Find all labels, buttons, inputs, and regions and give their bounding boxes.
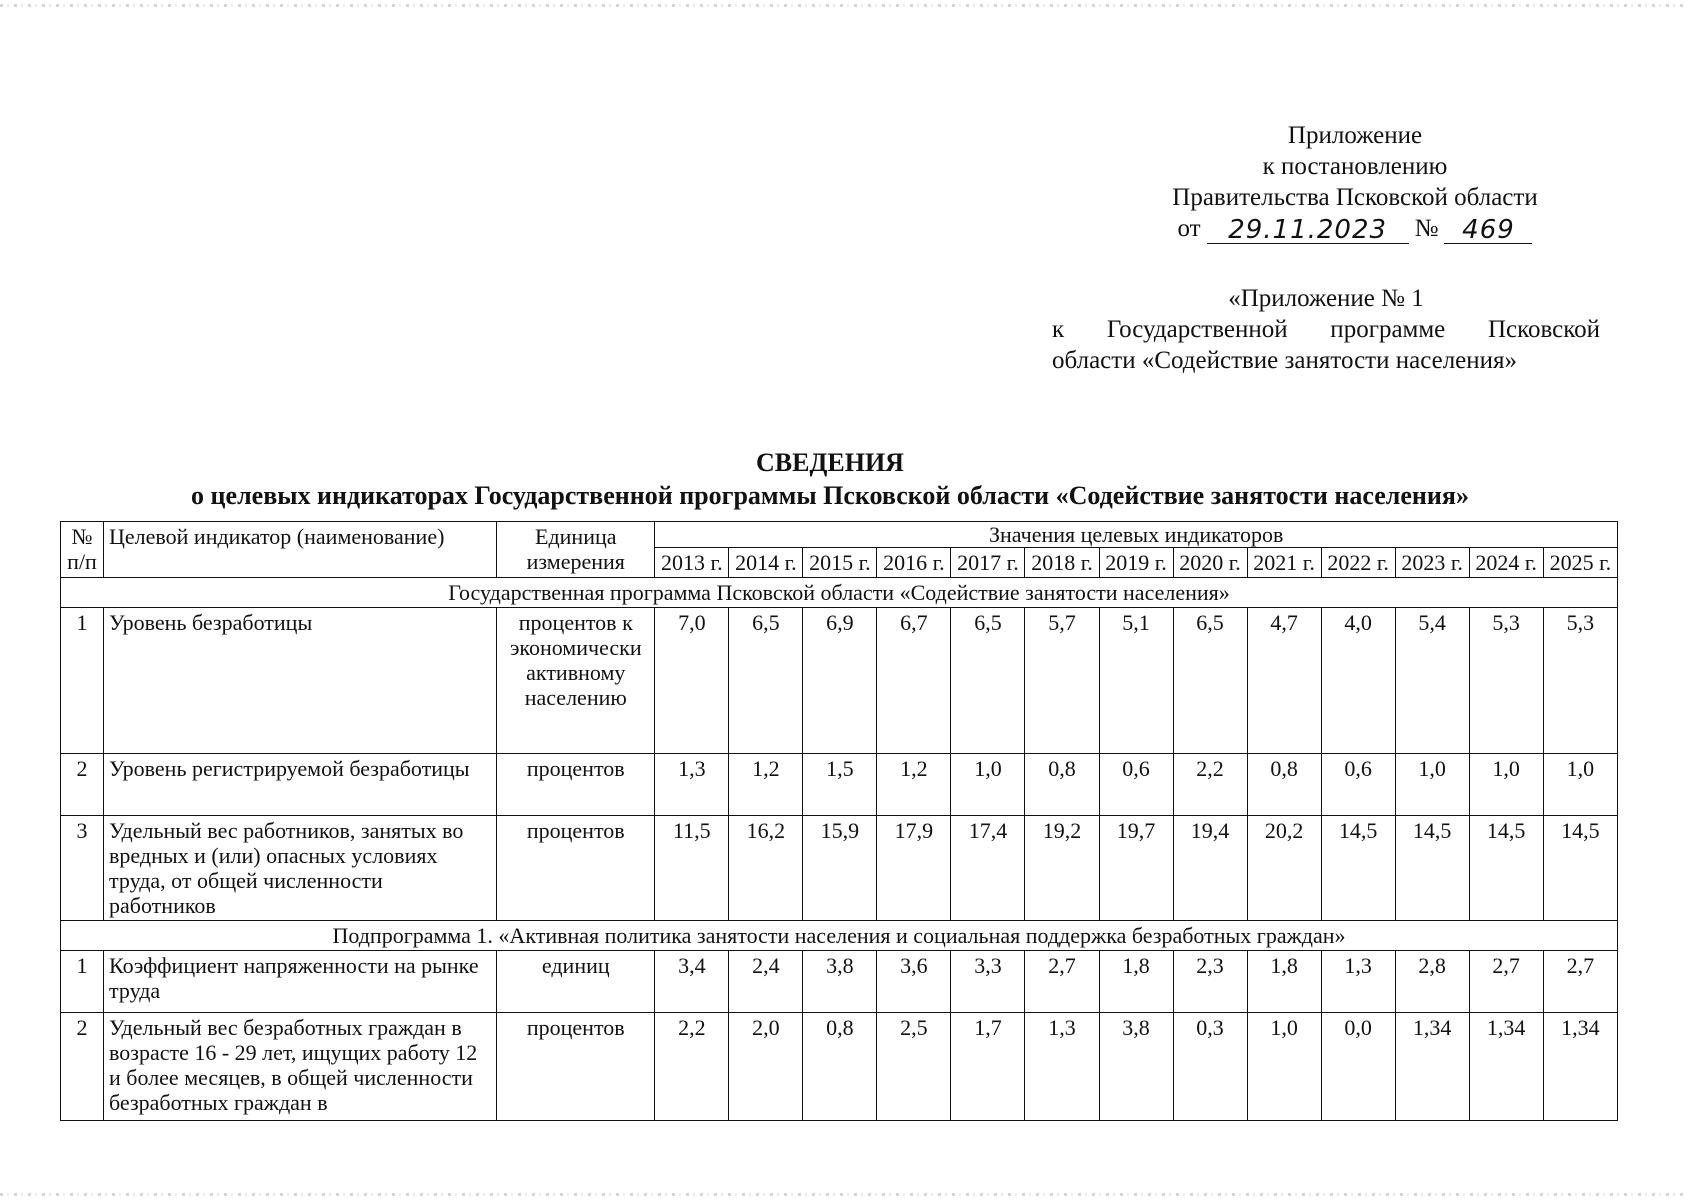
row-value: 1,0 (951, 754, 1025, 816)
row-num: 2 (61, 1013, 104, 1121)
row-value: 14,5 (1321, 816, 1395, 921)
year-header: 2015 г. (803, 548, 877, 578)
year-header: 2017 г. (951, 548, 1025, 578)
year-header: 2021 г. (1247, 548, 1321, 578)
row-value: 1,8 (1247, 951, 1321, 1013)
appendix-line-2: к постановлению (1262, 153, 1448, 180)
row-num: 1 (61, 951, 104, 1013)
row-value: 3,8 (1099, 1013, 1173, 1121)
row-value: 3,3 (951, 951, 1025, 1013)
row-value: 4,7 (1247, 608, 1321, 754)
row-value: 0,8 (803, 1013, 877, 1121)
annex-block (1052, 283, 1600, 376)
row-value: 1,34 (1469, 1013, 1543, 1121)
annex-line-1: «Приложение № 1 (1228, 285, 1424, 312)
row-value: 2,7 (1025, 951, 1099, 1013)
row-value: 3,6 (877, 951, 951, 1013)
row-value: 14,5 (1543, 816, 1617, 921)
row-value: 1,3 (655, 754, 729, 816)
row-value: 2,3 (1173, 951, 1247, 1013)
section-row (61, 578, 1618, 608)
header-unit: Единица измерения (497, 522, 655, 578)
row-unit: процентов (497, 1013, 655, 1121)
row-value: 19,4 (1173, 816, 1247, 921)
row-value: 2,0 (729, 1013, 803, 1121)
title-line-1: СВЕДЕНИЯ (756, 448, 904, 477)
year-header: 2024 г. (1469, 548, 1543, 578)
year-header: 2018 г. (1025, 548, 1099, 578)
appendix-line-3: Правительства Псковской области (1172, 184, 1538, 211)
row-num: 1 (61, 608, 104, 754)
table-body (61, 522, 1618, 1121)
year-header: 2022 г. (1321, 548, 1395, 578)
row-value: 5,3 (1469, 608, 1543, 754)
row-value: 2,5 (877, 1013, 951, 1121)
header-indicator: Целевой индикатор (наименование) (104, 522, 497, 578)
row-value: 1,34 (1395, 1013, 1469, 1121)
row-value: 2,7 (1469, 951, 1543, 1013)
row-value: 4,0 (1321, 608, 1395, 754)
row-value: 3,8 (803, 951, 877, 1013)
row-value: 1,5 (803, 754, 877, 816)
number-prefix: № (1414, 215, 1439, 242)
row-value: 0,3 (1173, 1013, 1247, 1121)
indicators-table (60, 521, 1618, 1121)
year-header: 2020 г. (1173, 548, 1247, 578)
year-header: 2016 г. (877, 548, 951, 578)
title-line-2: о целевых индикаторах Государственной программы Псковской области «Содействие занятости населения» (191, 481, 1469, 510)
appendix-block (1120, 120, 1590, 244)
row-value: 2,2 (1173, 754, 1247, 816)
year-header: 2025 г. (1543, 548, 1617, 578)
row-value: 1,0 (1395, 754, 1469, 816)
row-value: 20,2 (1247, 816, 1321, 921)
section-title-1: Государственная программа Псковской области «Содействие занятости населения» (61, 578, 1618, 608)
table-row (61, 816, 1618, 921)
row-indicator-name: Уровень безработицы (104, 608, 497, 754)
row-value: 19,7 (1099, 816, 1173, 921)
row-value: 11,5 (655, 816, 729, 921)
row-value: 1,34 (1543, 1013, 1617, 1121)
row-value: 17,4 (951, 816, 1025, 921)
row-value: 0,8 (1247, 754, 1321, 816)
row-num: 3 (61, 816, 104, 921)
row-value: 2,8 (1395, 951, 1469, 1013)
document-title (60, 446, 1600, 512)
header-num: № п/п (61, 522, 104, 578)
appendix-line-1: Приложение (1287, 122, 1423, 149)
scan-edge-top (0, 4, 1686, 7)
table-row (61, 951, 1618, 1013)
row-value: 2,7 (1543, 951, 1617, 1013)
section-row (61, 921, 1618, 951)
row-value: 1,2 (729, 754, 803, 816)
row-value: 3,4 (655, 951, 729, 1013)
row-value: 6,5 (951, 608, 1025, 754)
table-row (61, 608, 1618, 754)
row-value: 7,0 (655, 608, 729, 754)
row-value: 16,2 (729, 816, 803, 921)
row-value: 5,3 (1543, 608, 1617, 754)
row-value: 0,8 (1025, 754, 1099, 816)
year-header: 2019 г. (1099, 548, 1173, 578)
row-indicator-name: Удельный вес безработных граждан в возрасте 16 - 29 лет, ищущих работу 12 и более месяцев, в общей численности безработных граждан в (104, 1013, 497, 1121)
row-indicator-name: Коэффициент напряженности на рынке труда (104, 951, 497, 1013)
row-value: 14,5 (1395, 816, 1469, 921)
row-value: 14,5 (1469, 816, 1543, 921)
section-title-2: Подпрограмма 1. «Активная политика занятости населения и социальная поддержка безработных граждан» (61, 921, 1618, 951)
row-value: 2,2 (655, 1013, 729, 1121)
row-unit: процентов к экономически активному населению (497, 608, 655, 754)
row-value: 1,3 (1321, 951, 1395, 1013)
row-indicator-name: Удельный вес работников, занятых во вредных и (или) опасных условиях труда, от общей численности работников (104, 816, 497, 921)
row-value: 5,7 (1025, 608, 1099, 754)
header-values: Значения целевых индикаторов (655, 522, 1618, 548)
row-value: 1,0 (1543, 754, 1617, 816)
row-value: 1,3 (1025, 1013, 1099, 1121)
year-header: 2013 г. (655, 548, 729, 578)
year-header: 2023 г. (1395, 548, 1469, 578)
row-value: 17,9 (877, 816, 951, 921)
row-value: 6,5 (729, 608, 803, 754)
row-value: 6,7 (877, 608, 951, 754)
row-unit: процентов (497, 754, 655, 816)
row-unit: процентов (497, 816, 655, 921)
row-num: 2 (61, 754, 104, 816)
row-indicator-name: Уровень регистрируемой безработицы (104, 754, 497, 816)
row-value: 6,9 (803, 608, 877, 754)
row-value: 1,7 (951, 1013, 1025, 1121)
annex-line-3: области «Содействие занятости населения» (1052, 347, 1518, 374)
handwritten-number: 469 (1444, 217, 1532, 244)
resolution-date-line (1120, 213, 1590, 244)
row-value: 1,8 (1099, 951, 1173, 1013)
handwritten-date: 29.11.2023 (1207, 217, 1409, 244)
row-value: 2,4 (729, 951, 803, 1013)
annex-line-2: к Государственной программе Псковской (1052, 316, 1600, 343)
header-row (61, 522, 1618, 548)
row-value: 0,6 (1321, 754, 1395, 816)
row-value: 5,1 (1099, 608, 1173, 754)
row-value: 1,2 (877, 754, 951, 816)
row-value: 0,6 (1099, 754, 1173, 816)
year-header: 2014 г. (729, 548, 803, 578)
scan-edge-bottom (0, 1193, 1686, 1196)
row-value: 1,0 (1469, 754, 1543, 816)
row-unit: единиц (497, 951, 655, 1013)
row-value: 6,5 (1173, 608, 1247, 754)
table-row (61, 1013, 1618, 1121)
row-value: 5,4 (1395, 608, 1469, 754)
row-value: 15,9 (803, 816, 877, 921)
table-row (61, 754, 1618, 816)
row-value: 19,2 (1025, 816, 1099, 921)
row-value: 0,0 (1321, 1013, 1395, 1121)
date-prefix: от (1177, 215, 1201, 242)
row-value: 1,0 (1247, 1013, 1321, 1121)
